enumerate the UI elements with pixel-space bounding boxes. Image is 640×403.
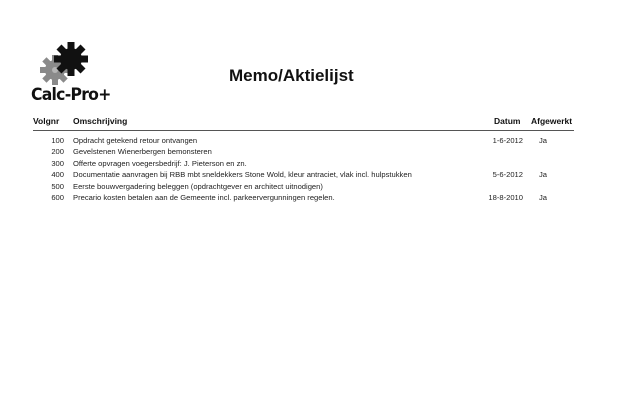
cell-afgewerkt: Ja: [539, 192, 548, 202]
cell-volgnr: 400: [51, 170, 64, 180]
header-divider: [33, 130, 574, 131]
cell-volgnr: 100: [51, 136, 64, 145]
table-header: [33, 116, 593, 130]
column-header-volgnr: Volgnr: [33, 116, 60, 126]
cell-volgnr: 600: [51, 192, 64, 202]
logo-text: Calc-Pro+: [31, 85, 111, 105]
table-row: [33, 159, 593, 170]
cell-afgewerkt: Ja: [539, 170, 548, 180]
cell-volgnr: 300: [51, 158, 64, 168]
cell-afgewerkt: Ja: [539, 136, 548, 145]
cell-omschrijving: Offerte opvragen voegersbedrijf: J. Pieterson en zn.: [73, 158, 247, 168]
cell-datum: 1-6-2012: [492, 136, 523, 145]
column-header-afgewerkt: Afgewerkt: [531, 116, 573, 126]
cell-omschrijving: Precario kosten betalen aan de Gemeente incl. parkeervergunningen regelen.: [73, 192, 335, 202]
table-row: [33, 147, 593, 158]
gear-icon: [37, 42, 97, 88]
logo: [31, 42, 126, 110]
page-title: Memo/Aktielijst: [229, 66, 354, 85]
table-row: [33, 182, 593, 193]
cell-omschrijving: Eerste bouwvergadering beleggen (opdrachtgever en architect uitnodigen): [73, 181, 323, 191]
column-header-datum: Datum: [494, 116, 521, 126]
cell-omschrijving: Documentatie aanvragen bij RBB mbt sneldekkers Stone Wold, kleur antraciet, vlak incl. hulpstukken: [73, 170, 412, 180]
table-body: [33, 136, 593, 204]
table-row: [33, 170, 593, 181]
table-row: [33, 136, 593, 147]
cell-omschrijving: Gevelstenen Wienerbergen bemonsteren: [73, 147, 212, 157]
table-row: [33, 193, 593, 204]
cell-omschrijving: Opdracht getekend retour ontvangen: [73, 136, 198, 145]
cell-volgnr: 500: [51, 181, 64, 191]
cell-volgnr: 200: [51, 147, 64, 157]
cell-datum: 18-8-2010: [488, 192, 523, 202]
cell-datum: 5-6-2012: [492, 170, 523, 180]
column-header-omschrijving: Omschrijving: [73, 116, 128, 126]
